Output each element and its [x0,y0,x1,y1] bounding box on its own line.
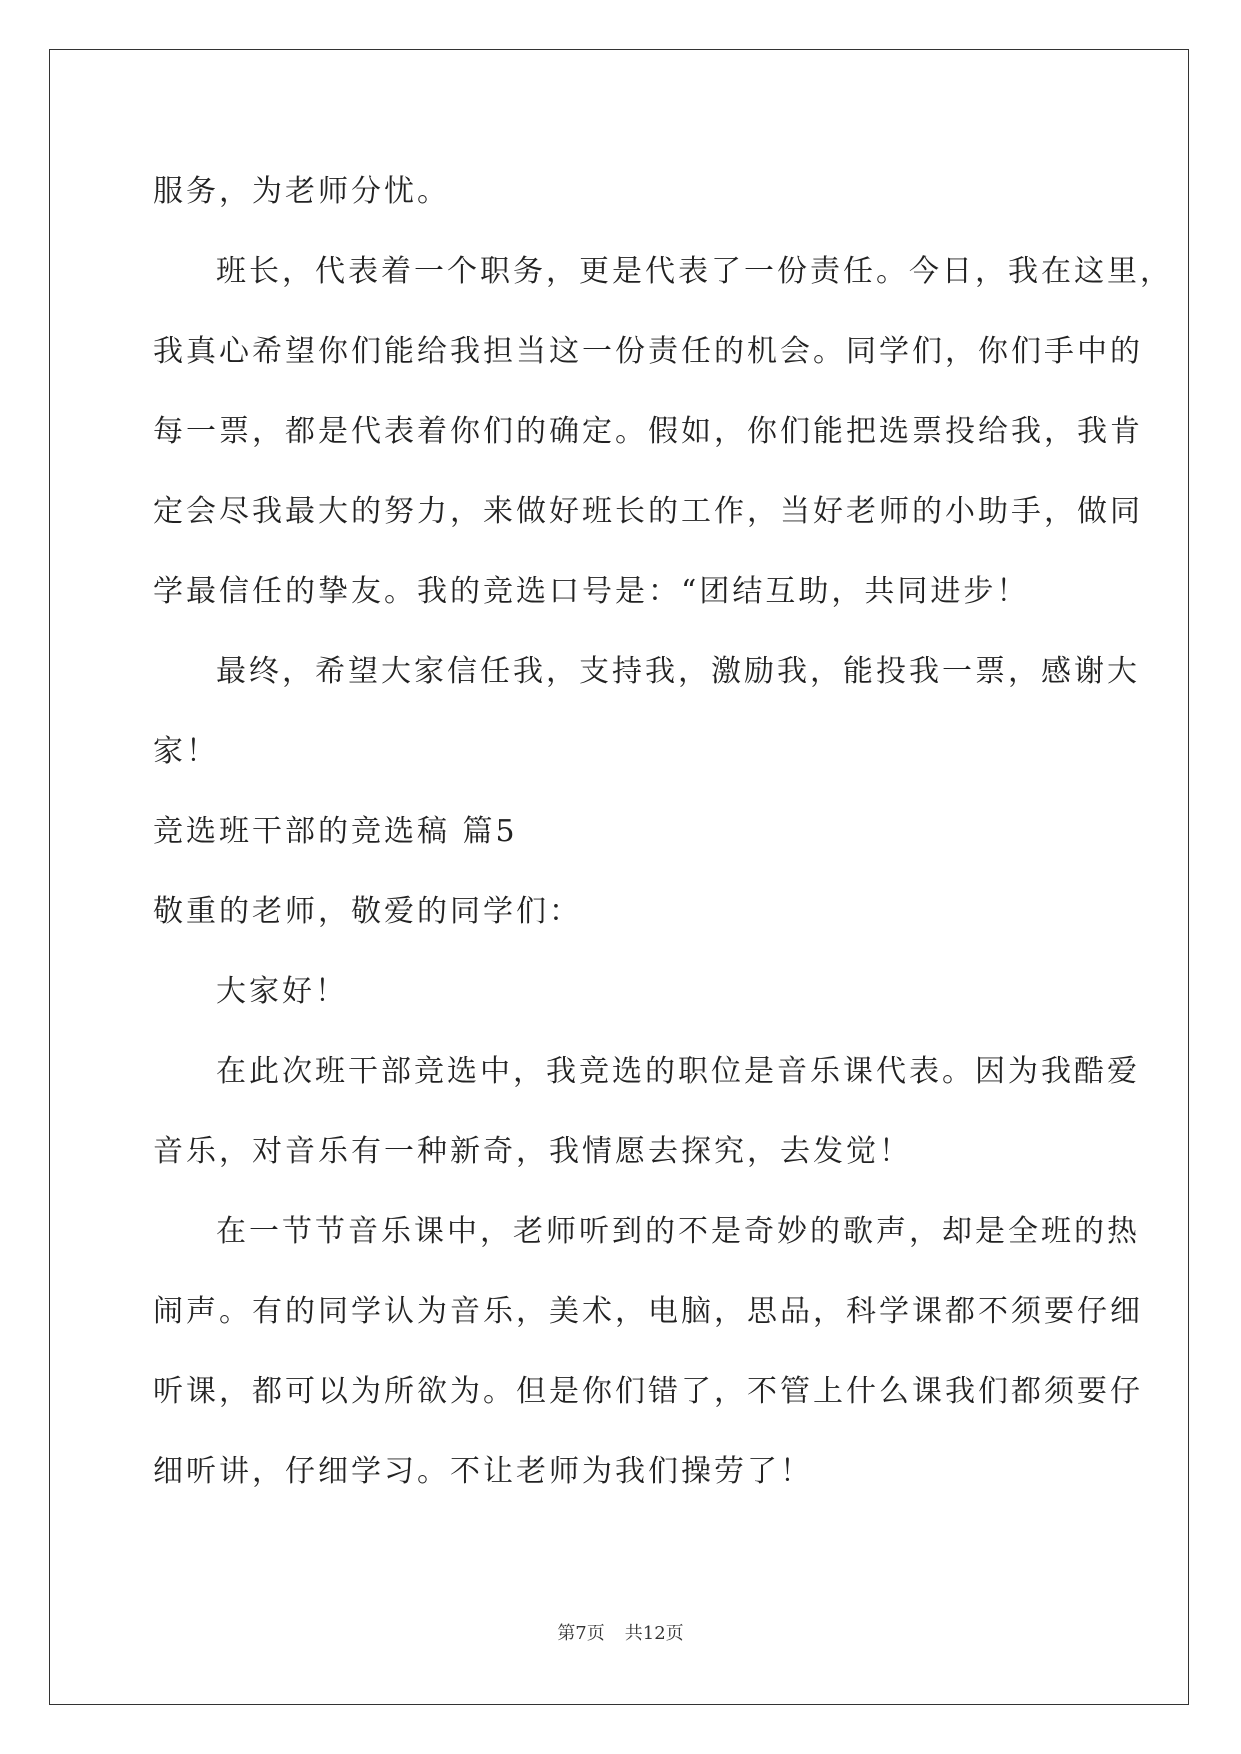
page-footer [0,1622,1241,1646]
salutation: 敬重的老师，敬爱的同学们： [153,894,582,929]
text-line: 听课，都可以为所欲为。但是你们错了，不管上什么课我们都须要仔 [153,1374,1143,1409]
section-heading: 竞选班干部的竞选稿 篇5 [153,814,518,849]
text-line: 音乐，对音乐有一种新奇，我情愿去探究，去发觉！ [153,1134,912,1169]
page-number: 第7页 [557,1623,605,1644]
text-line: 我真心希望你们能给我担当这一份责任的机会。同学们，你们手中的 [153,334,1143,369]
text-line: 在一节节音乐课中，老师听到的不是奇妙的歌声，却是全班的热 [216,1214,1140,1249]
page-total: 共12页 [624,1623,684,1644]
text-line: 闹声。有的同学认为音乐，美术，电脑，思品，科学课都不须要仔细 [153,1294,1143,1329]
text-line: 最终，希望大家信任我，支持我，激励我，能投我一票，感谢大 [216,654,1140,689]
greeting: 大家好！ [216,974,348,1009]
text-line: 服务，为老师分忧。 [153,174,450,209]
text-line: 每一票，都是代表着你们的确定。假如，你们能把选票投给我，我肯 [153,414,1143,449]
text-line: 学最信任的挚友。我的竞选口号是：“团结互助，共同进步！ [153,574,1030,609]
text-line: 家！ [153,734,219,769]
text-line: 在此次班干部竞选中，我竞选的职位是音乐课代表。因为我酷爱 [216,1054,1140,1089]
text-line: 班长，代表着一个职务，更是代表了一份责任。今日，我在这里， [216,254,1173,289]
text-line: 细听讲，仔细学习。不让老师为我们操劳了！ [153,1454,813,1489]
text-line: 定会尽我最大的努力，来做好班长的工作，当好老师的小助手，做同 [153,494,1143,529]
